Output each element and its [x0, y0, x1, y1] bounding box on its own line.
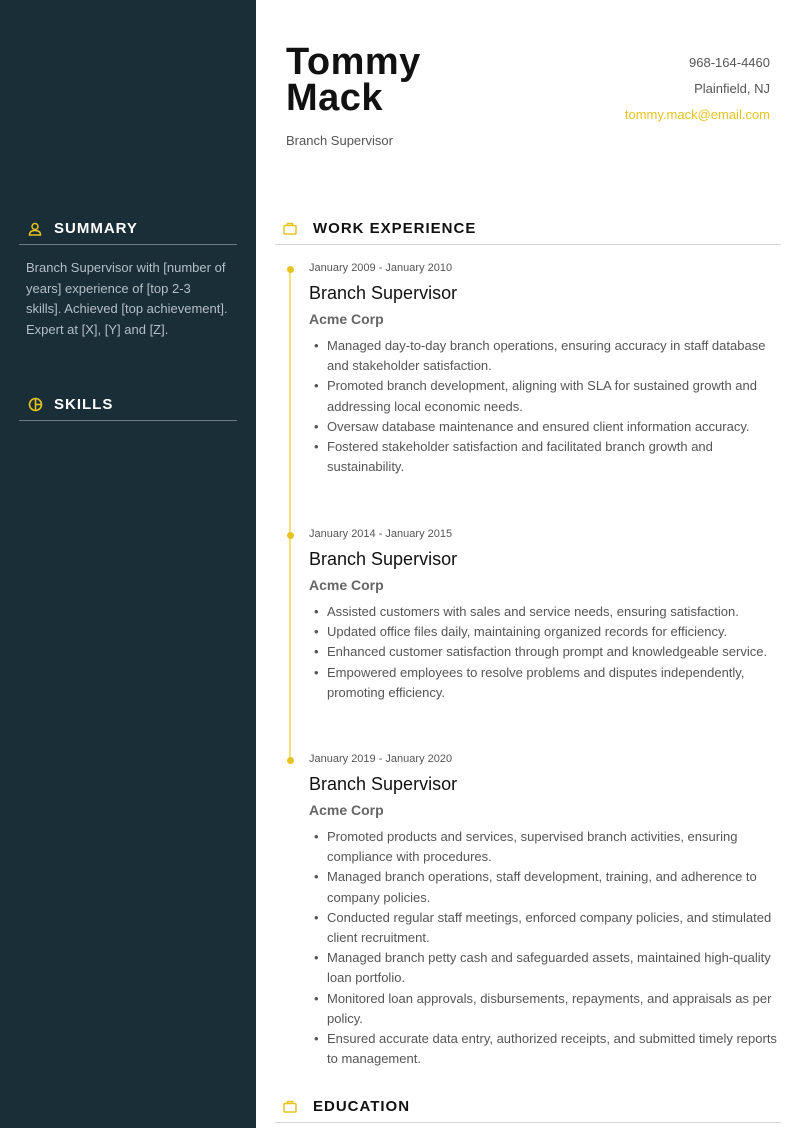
skills-section [19, 389, 237, 421]
job-bullet: • Assisted customers with sales and service needs, ensuring satisfaction. [309, 602, 779, 622]
work-experience-header [275, 213, 781, 245]
first-name: Tommy [286, 41, 421, 83]
timeline-dot [287, 532, 294, 539]
job-bullet: • Managed branch operations, staff development, training, and adherence to company policies. [309, 867, 779, 907]
sidebar [0, 0, 256, 1128]
job-title: Branch Supervisor [309, 549, 458, 569]
candidate-role: Branch Supervisor [286, 133, 393, 148]
job-bullet: • Fostered stakeholder satisfaction and facilitated branch growth and sustainability. [309, 437, 779, 477]
job-bullets [309, 827, 779, 1069]
email-link[interactable]: tommy.mack@email.com [624, 107, 770, 122]
job-bullet: • Oversaw database maintenance and ensured client information accuracy. [309, 417, 779, 437]
job-title: Branch Supervisor [309, 283, 458, 303]
education-header [275, 1091, 781, 1123]
location: Plainfield, NJ [694, 81, 770, 96]
phone: 968-164-4460 [689, 55, 770, 70]
job-bullet: • Updated office files daily, maintaining organized records for efficiency. [309, 622, 779, 642]
candidate-name [286, 41, 421, 119]
job-bullet: • Promoted products and services, supervised branch activities, ensuring compliance with procedures. [309, 827, 779, 867]
job-company: Acme Corp [309, 577, 384, 593]
contact-block [625, 50, 770, 128]
job-dates: January 2014 - January 2015 [309, 528, 453, 540]
job-dates: January 2019 - January 2020 [309, 753, 453, 765]
job-bullet: • Managed day-to-day branch operations, ensuring accuracy in staff database and stakeholder satisfaction. [309, 336, 779, 376]
job-bullet: • Enhanced customer satisfaction through prompt and knowledgeable service. [309, 642, 779, 662]
last-name: Mack [286, 77, 384, 119]
job-bullet: • Ensured accurate data entry, authorized receipts, and submitted timely reports to management. [309, 1029, 779, 1069]
skills-header [19, 389, 237, 421]
education-title: EDUCATION [313, 1098, 411, 1115]
job-bullet: • Conducted regular staff meetings, enforced company policies, and stimulated client recruitment. [309, 908, 779, 948]
briefcase-icon [283, 221, 299, 237]
job-bullet: • Monitored loan approvals, disbursements, repayments, and appraisals as per policy. [309, 989, 779, 1029]
work-experience-title: WORK EXPERIENCE [313, 220, 477, 237]
job-company: Acme Corp [309, 311, 384, 327]
summary-title: SUMMARY [54, 220, 138, 237]
job-title: Branch Supervisor [309, 774, 458, 794]
summary-section [19, 213, 237, 340]
job-bullets [309, 602, 779, 703]
timeline-dot [287, 266, 294, 273]
summary-text: Branch Supervisor with [number of years] experience of [top 2-3 skills]. Achieved [top achievement]. Expert at [X], [Y] and [Z]. [26, 260, 228, 337]
main-content [256, 0, 800, 1128]
summary-header [19, 213, 237, 245]
timeline-line [289, 269, 291, 760]
skills-title: SKILLS [54, 396, 114, 413]
skills-icon [26, 396, 44, 414]
briefcase-icon [283, 1099, 299, 1115]
job-bullets [309, 336, 779, 477]
timeline-dot [287, 757, 294, 764]
job-bullet: • Empowered employees to resolve problems and disputes independently, promoting efficiency. [309, 663, 779, 703]
job-company: Acme Corp [309, 802, 384, 818]
job-bullet: • Promoted branch development, aligning with SLA for sustained growth and addressing local economic needs. [309, 376, 779, 416]
job-bullet: • Managed branch petty cash and safeguarded assets, maintained high-quality loan portfolio. [309, 948, 779, 988]
person-icon [26, 220, 44, 238]
job-dates: January 2009 - January 2010 [309, 262, 453, 274]
